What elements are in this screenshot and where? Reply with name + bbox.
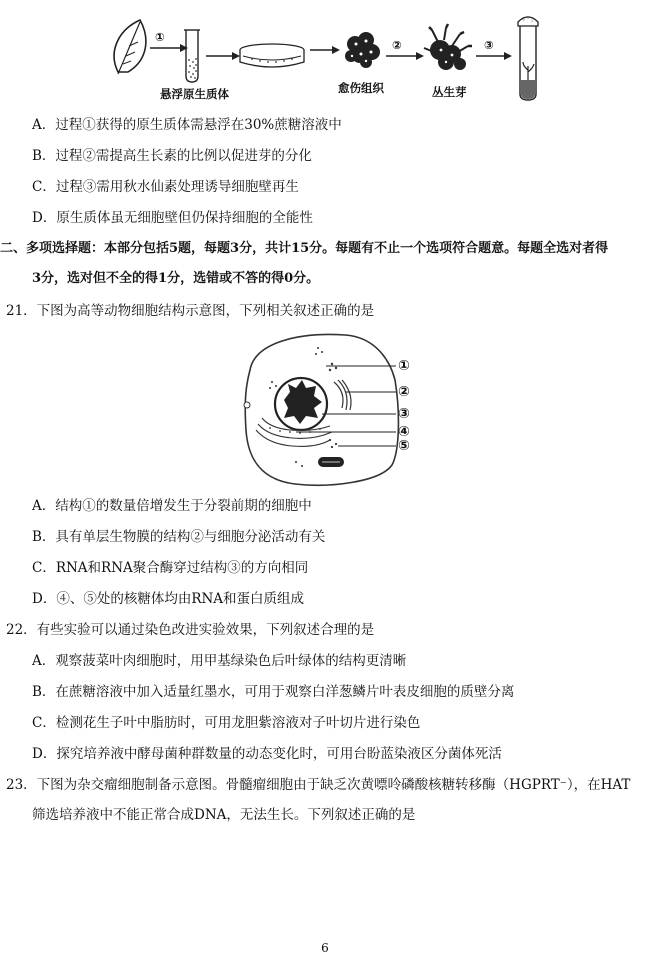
q22-stem: 22．有些实验可以通过染色改进实验效果，下列叙述合理的是 bbox=[6, 622, 375, 638]
cell-label-3: ③ bbox=[398, 406, 410, 422]
q21-option-c: C．RNA和RNA聚合酶穿过结构③的方向相同 bbox=[32, 560, 309, 576]
q22-option-c: C．检测花生子叶中脂肪时，可用龙胆紫溶液对子叶切片进行染色 bbox=[32, 715, 421, 731]
q21-option-d: D．④、⑤处的核糖体均由RNA和蛋白质组成 bbox=[32, 591, 305, 607]
q20-option-d: D．原生质体虽无细胞壁但仍保持细胞的全能性 bbox=[32, 210, 313, 226]
step-1-label: ① bbox=[155, 30, 165, 44]
q21-option-a: A．结构①的数量倍增发生于分裂前期的细胞中 bbox=[32, 498, 312, 514]
q21-option-b: B．具有单层生物膜的结构②与细胞分泌活动有关 bbox=[32, 529, 326, 545]
cell-label-2: ② bbox=[398, 384, 410, 400]
section-2-heading-cont: 3分，选对但不全的得1分，选错或不答的得0分。 bbox=[32, 271, 320, 286]
q22-option-a: A．观察菠菜叶肉细胞时，用甲基绿染色后叶绿体的结构更清晰 bbox=[32, 653, 407, 669]
q21-stem: 21．下图为高等动物细胞结构示意图，下列相关叙述正确的是 bbox=[6, 303, 375, 319]
step-2-label: ② bbox=[392, 38, 402, 52]
q20-option-b: B．过程②需提高生长素的比例以促进芽的分化 bbox=[32, 148, 312, 164]
q23-stem: 23．下图为杂交瘤细胞制备示意图。骨髓瘤细胞由于缺乏次黄嘌呤磷酸核糖转移酶（HGPRT⁻），在HAT bbox=[6, 777, 631, 793]
page-number: 6 bbox=[321, 941, 329, 955]
q20-option-a: A．过程①获得的原生质体需悬浮在30%蔗糖溶液中 bbox=[32, 117, 342, 133]
step-3-label: ③ bbox=[484, 38, 494, 52]
section-2-heading: 二、多项选择题：本部分包括5题，每题3分，共计15分。每题有不止一个选项符合题意。每题全选对者得 bbox=[0, 241, 609, 256]
cell-label-1: ① bbox=[398, 358, 410, 374]
callus-label: 愈伤组织 bbox=[338, 81, 384, 95]
q23-stem-cont: 筛选培养液中不能正常合成DNA，无法生长。下列叙述正确的是 bbox=[32, 807, 416, 823]
cell-label-5: ⑤ bbox=[398, 438, 410, 454]
cell-label-4: ④ bbox=[398, 424, 410, 440]
q22-option-d: D．探究培养液中酵母菌种群数量的动态变化时，可用台盼蓝染液区分菌体死活 bbox=[32, 746, 502, 762]
q20-option-c: C．过程③需用秋水仙素处理诱导细胞壁再生 bbox=[32, 179, 299, 195]
suspension-protoplast-label: 悬浮原生质体 bbox=[160, 87, 229, 101]
shoots-label: 丛生芽 bbox=[432, 85, 467, 99]
q22-option-b: B．在蔗糖溶液中加入适量红墨水，可用于观察白洋葱鳞片叶表皮细胞的质壁分离 bbox=[32, 684, 515, 700]
